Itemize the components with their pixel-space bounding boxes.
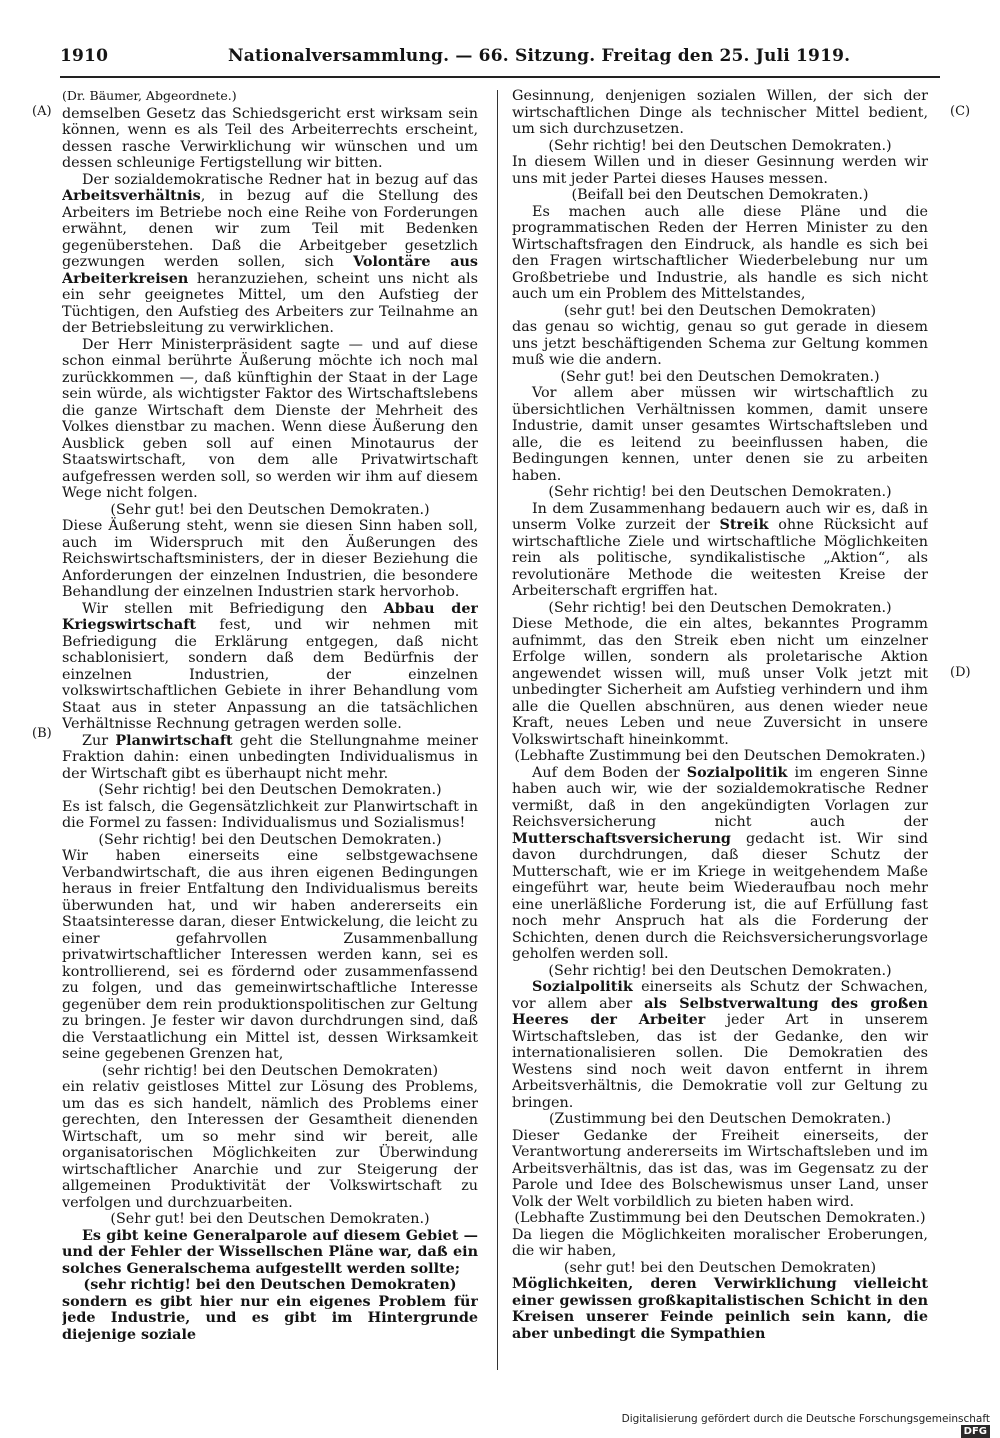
bold-term: Mutterschaftsversicherung xyxy=(512,830,731,847)
page-header xyxy=(60,42,940,72)
interjection: (Lebhafte Zustimmung bei den Deutschen Demokraten.) xyxy=(514,1210,926,1226)
bold-term: Abbau der Kriegswirtschaft xyxy=(62,600,478,633)
paragraph: Diese Methode, die ein altes, bekanntes Programm aufnimmt, das den Streik eben nicht um einzelner Erfolge willen, sondern als proletarische Aktion angewendet wissen will, muß unser Volk jetzt mit unbedingter Sicherheit am Aufstieg verhindern und ihm alle die Quellen abschnüren, aus denen wieder neue Kraft, neues Leben und neue Zuversicht in unsere Volkswirtschaft hineinkommt. xyxy=(512,616,928,748)
interjection: (sehr richtig! bei den Deutschen Demokraten) xyxy=(83,1277,457,1293)
bold-term: Streik xyxy=(719,517,769,533)
interjection: (Sehr gut! bei den Deutschen Demokraten.) xyxy=(560,368,880,385)
paragraph: Auf dem Boden der Sozialpolitik im engeren Sinne haben auch wir, wie der sozialdemokratische Redner vermißt, daß in den angekündigten Vorlagen zur Reichsversicherung nicht auch der Mutterschaftsversicherung gedacht ist. Wir sind davon durchdrungen, daß dieser Schutz der Mutterschaft, wie er im Kriege in weitgehendem Maße eingeführt war, heute beim Wiederaufbau noch mehr eine unerläßliche Forderung ist, die auf Erfüllung fast noch mehr Anspruch hat als die Forderung der Schichten, denen durch die Reichsversicherungsvorlage geholfen werden soll. xyxy=(512,764,928,962)
paragraph: Der Herr Ministerpräsident sagte — und auf diese schon einmal berührte Äußerung möchte ich noch mal zurückkommen —, daß künftighin der Staat in der Lage sein würde, als wichtigster Faktor des Wirtschaftslebens die ganze Wirtschaft dem Dienste der Mehrheit des Volkes dienstbar zu machen. Wenn diese Äußerung den Ausblick geben soll auf einen Minotaurus der Staatswirtschaft, von dem alle Privatwirtschaft aufgefressen werden soll, so werden wir ihm auf diesem Wege nicht folgen. xyxy=(62,336,478,501)
bold-term: Planwirtschaft xyxy=(115,732,233,749)
paragraph: Dieser Gedanke der Freiheit einerseits, der Verantwortung andererseits im Wirtschaftsleben und im Arbeitsverhältnis, das ist das, was im Gegensatz zu der Parole und Idee des Bolschewismus unser Land, unser Volk der Welt vorbildlich zu bieten haben wird. xyxy=(512,1127,928,1210)
left-column xyxy=(62,88,478,1378)
interjection: (Beifall bei den Deutschen Demokraten.) xyxy=(571,187,869,203)
column-divider xyxy=(497,90,498,1370)
paragraph: Der sozialdemokratische Redner hat in bezug auf das Arbeitsverhältnis, in bezug auf die Stellung des Arbeiters im Betriebe noch eine Reihe von Forderungen erwähnt, denen wir zum Teil mit Bedenken gegenüberstehen. Daß die Arbeitgeber gesetzlich gezwungen werden sollen, sich Volontäre aus Arbeiterkreisen heranzuziehen, scheint uns nicht als ein sehr geeignetes Mittel, um den Aufstieg der Tüchtigen, den Aufstieg des Arbeiters zur Teilnahme an der Betriebsleitung zu verwirklichen. xyxy=(62,171,478,336)
paragraph: Sozialpolitik einerseits als Schutz der Schwachen, vor allem aber als Selbstverwaltung des großen Heeres der Arbeiter jeder Art in unserem Wirtschaftsleben, das ist der Gedanke, den wir internationalisieren sollen. Die Demokratien des Westens sind noch weit davon entfernt in ihrem Arbeitsverhältnis, die Demokratie voll zur Geltung zu bringen. xyxy=(512,979,928,1111)
header-rule xyxy=(60,76,940,78)
interjection: (Sehr richtig! bei den Deutschen Demokraten.) xyxy=(98,782,442,798)
bold-term: als Selbstverwaltung des großen Heeres der Arbeiter xyxy=(512,995,928,1028)
paragraph: Es ist falsch, die Gegensätzlichkeit zur Planwirtschaft in die Formel zu fassen: Individualismus und Sozialismus! xyxy=(62,798,478,831)
paragraph: Diese Äußerung steht, wenn sie diesen Sinn haben soll, auch im Widerspruch mit den Äußerungen des Reichswirtschaftsministers, der in dieser Beziehung die Anforderungen der einzelnen Industrien, die besondere Behandlung der einzelnen Industrien stark hervorhob. xyxy=(62,518,478,600)
paragraph: Zur Planwirtschaft geht die Stellungnahme meiner Fraktion dahin: einen unbedingten Individualismus in der Wirtschaft gibt es überhaupt nicht mehr. xyxy=(62,732,478,782)
paragraph: ein relativ geistloses Mittel zur Lösung des Problems, um das es sich handelt, nämlich des Problems einer gerechten, den Interessen der Gesamtheit dienenden Wirtschaft, um so mehr sind wir bereit, alle organisatorischen Möglichkeiten zur Überwindung wirtschaftlicher Anarchie und zur Steigerung der allgemeinen Produktivität der Volkswirtschaft zu verfolgen und durchzuarbeiten. xyxy=(62,1079,478,1211)
paragraph: Wir stellen mit Befriedigung den Abbau der Kriegswirtschaft fest, und wir nehmen mit Befriedigung die Erklärung entgegen, daß nicht schablonisiert, sondern daß dem Bedürfnis der einzelnen Industrien, der einzelnen volkswirtschaftlichen Gebiete in ihrer Behandlung vom Staat aus in steter Anpassung an die tatsächlichen Verhältnisse Rechnung getragen werden solle. xyxy=(62,600,478,732)
right-column xyxy=(512,88,928,1378)
bold-term: Sozialpolitik xyxy=(686,764,788,781)
margin-marker-a: (A) xyxy=(32,104,52,119)
paragraph: In dem Zusammenhang bedauern auch wir es, daß in unserm Volke zurzeit der Streik ohne Rücksicht auf wirtschaftliche Ziele und wirtschaftliche Möglichkeiten rein als politische, syndikalistische „Aktion“, als revolutionäre Methode die weitesten Kreise der Arbeiterschaft ergriffen hat. xyxy=(512,500,928,599)
paragraph: Es machen auch alle diese Pläne und die programmatischen Reden der Herren Minister zu den Wirtschaftsfragen den Eindruck, als handle es sich bei den Fragen wirtschaftlicher Wiederbelebung nur um Großbetriebe und Industrie, als handle es sich nicht auch um ein Problem des Mittelstandes, xyxy=(512,203,928,302)
page-number: 1910 xyxy=(60,46,109,66)
paragraph-bold: sondern es gibt hier nur ein eigenes Problem für jede Industrie, und es gibt im Hintergrunde diejenige soziale xyxy=(62,1293,478,1343)
digitization-credit xyxy=(590,1413,990,1437)
paragraph: Vor allem aber müssen wir wirtschaftlich zu übersichtlichen Verhältnissen kommen, damit unsere Industrie, damit unser gesamtes Wirtschaftsleben und alle, die es leitend zu beeinflussen haben, die Bedingungen kennen, unter denen sie zu arbeiten haben. xyxy=(512,385,928,484)
paragraph: demselben Gesetz das Schiedsgericht erst wirksam sein können, wenn es als Teil des Arbeiterrechts erscheint, dessen rasche Verwirklichung wir wünschen und um dessen schleunige Fertigstellung wir bitten. xyxy=(62,105,478,171)
interjection: (sehr richtig! bei den Deutschen Demokraten) xyxy=(101,1062,439,1079)
paragraph: Da liegen die Möglichkeiten moralischer Eroberungen, die wir haben, xyxy=(512,1226,928,1259)
paragraph: das genau so wichtig, genau so gut gerade in diesem uns jetzt beschäftigenden Schema zur Geltung kommen muß wie die andern. xyxy=(512,319,928,368)
margin-marker-b: (B) xyxy=(32,726,52,741)
paragraph: Wir haben einerseits eine selbstgewachsene Verbandwirtschaft, die aus ihren eigenen Bedingungen heraus in freier Entfaltung den Individualismus bereits überwunden hat, und wir haben andererseits ein Staatsinteresse daran, dieser Entwickelung, die leicht zu einer gefahrvollen Zusammenballung privatwirtschaftlicher Interessen werden kann, sei es kontrollierend, sei es fördernd oder zusammenfassend zu folgen, und das gemeinwirtschaftliche Interesse gegenüber dem rein produktionspolitischen zur Geltung zu bringen. Je fester wir davon durchdrungen sind, daß die Verstaatlichung ein Mittel ist, dessen Wirksamkeit seine gegebenen Grenzen hat, xyxy=(62,848,478,1062)
speaker-label: (Dr. Bäumer, Abgeordnete.) xyxy=(62,88,237,103)
interjection: (Sehr richtig! bei den Deutschen Demokraten.) xyxy=(548,599,892,616)
running-head: Nationalversammlung. — 66. Sitzung. Freitag den 25. Juli 1919. xyxy=(228,46,851,66)
bold-term: Arbeitsverhältnis xyxy=(62,188,201,204)
bold-term: Sozialpolitik xyxy=(532,979,633,995)
interjection: (Sehr richtig! bei den Deutschen Demokraten.) xyxy=(98,831,442,848)
credit-text: Digitalisierung gefördert durch die Deutsche Forschungsgemeinschaft xyxy=(621,1413,990,1425)
interjection: (Sehr gut! bei den Deutschen Demokraten.) xyxy=(110,1211,430,1227)
bold-term: Volontäre aus Arbeiterkreisen xyxy=(62,254,478,287)
interjection: (sehr gut! bei den Deutschen Demokraten) xyxy=(563,302,877,319)
dfg-logo: DFG xyxy=(961,1425,990,1438)
margin-marker-c: (C) xyxy=(950,104,971,119)
paragraph: Gesinnung, denjenigen sozialen Willen, der sich der wirtschaftlichen Dinge als technischer Mittel bedient, um sich durchzusetzen. xyxy=(512,88,928,137)
interjection: (Sehr richtig! bei den Deutschen Demokraten.) xyxy=(548,962,892,979)
interjection: (Zustimmung bei den Deutschen Demokraten.) xyxy=(548,1111,892,1127)
interjection: (Lebhafte Zustimmung bei den Deutschen Demokraten.) xyxy=(514,748,926,764)
margin-marker-d: (D) xyxy=(950,665,971,680)
paragraph-bold: Es gibt keine Generalparole auf diesem Gebiet — und der Fehler der Wissellschen Pläne war, daß ein solches Generalschema aufgestellt werden sollte; xyxy=(62,1227,478,1277)
interjection: (Sehr gut! bei den Deutschen Demokraten.) xyxy=(110,501,430,518)
interjection: (Sehr richtig! bei den Deutschen Demokraten.) xyxy=(548,484,892,500)
interjection: (Sehr richtig! bei den Deutschen Demokraten.) xyxy=(548,137,892,154)
paragraph-bold: Möglichkeiten, deren Verwirklichung vielleicht einer gewissen großkapitalistischen Schicht in den Kreisen unserer Feinde peinlich sein kann, die aber unbedingt die Sympathien xyxy=(512,1276,928,1342)
interjection: (sehr gut! bei den Deutschen Demokraten) xyxy=(563,1259,877,1276)
paragraph: In diesem Willen und in dieser Gesinnung werden wir uns mit jeder Partei dieses Hauses messen. xyxy=(512,154,928,187)
